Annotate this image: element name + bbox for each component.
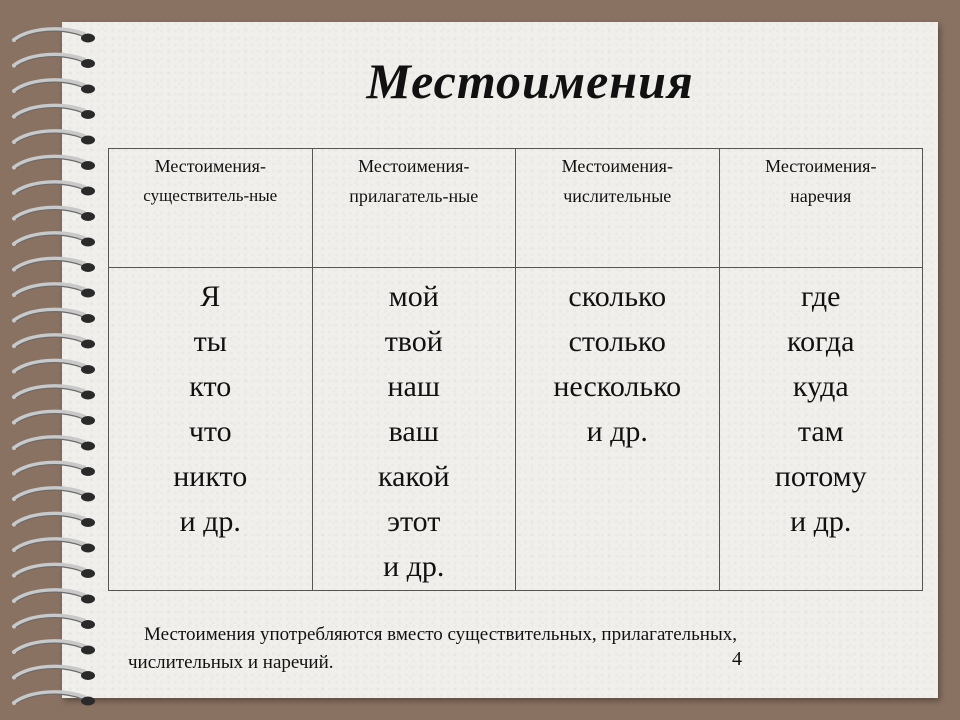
spiral-ring — [14, 80, 95, 93]
words-adverbs — [719, 268, 923, 591]
spiral-ring — [14, 182, 95, 195]
spiral-ring — [14, 616, 95, 629]
list-item: этот — [387, 505, 441, 538]
list-item: твой — [384, 325, 443, 358]
list-item: где — [801, 280, 841, 313]
spiral-ring — [14, 386, 95, 399]
header-line: прилагатель-ные — [349, 186, 479, 206]
words-adjectives — [312, 268, 516, 591]
spiral-ring — [14, 463, 95, 476]
footer-line: Местоимения употребляются вместо существительных, прилагательных, — [144, 624, 737, 645]
list-item: что — [188, 415, 232, 448]
list-item: кто — [189, 370, 232, 403]
spiral-ring — [14, 29, 95, 42]
header-line: Местоимения- — [358, 156, 470, 176]
spiral-ring — [14, 157, 95, 170]
list-item: сколько — [568, 280, 667, 313]
table-header-row — [109, 149, 923, 268]
list-item: и др. — [790, 505, 852, 538]
words-nouns — [109, 268, 313, 591]
header-nouns — [109, 149, 313, 268]
list-item: и др. — [586, 415, 648, 448]
table-body-row — [109, 268, 923, 591]
spiral-ring — [14, 55, 95, 68]
spiral-ring — [14, 667, 95, 680]
list-item: когда — [787, 325, 855, 358]
list-item: несколько — [553, 370, 682, 403]
header-line: Местоимения- — [154, 156, 266, 176]
spiral-ring — [14, 565, 95, 578]
spiral-ring — [14, 412, 95, 425]
spiral-ring — [14, 641, 95, 654]
spiral-ring — [14, 259, 95, 272]
header-adjectives — [312, 149, 516, 268]
spiral-ring — [14, 335, 95, 348]
header-line: наречия — [790, 186, 852, 206]
header-line: существитель-ные — [143, 186, 278, 205]
spiral-ring — [14, 310, 95, 323]
spiral-ring — [14, 692, 95, 705]
list-item: и др. — [383, 550, 445, 583]
header-line: числительные — [563, 186, 672, 206]
footer-line: числительных и наречий. — [128, 652, 334, 673]
spiral-ring — [14, 106, 95, 119]
list-item: ваш — [388, 415, 439, 448]
spiral-ring — [14, 131, 95, 144]
page-number: 4 — [732, 648, 742, 670]
list-item: там — [797, 415, 844, 448]
spiral-ring — [14, 514, 95, 527]
list-item: наш — [387, 370, 440, 403]
footer-note — [128, 621, 918, 677]
pronoun-table — [108, 148, 923, 591]
page-title: Местоимения — [366, 53, 694, 109]
spiral-ring — [14, 208, 95, 221]
header-line: Местоимения- — [561, 156, 673, 176]
spiral-binding — [0, 0, 110, 720]
list-item: какой — [377, 460, 450, 493]
list-item: никто — [173, 460, 248, 493]
spiral-ring — [14, 233, 95, 246]
words-numerals — [516, 268, 720, 591]
header-line: Местоимения- — [765, 156, 877, 176]
list-item: ты — [193, 325, 227, 358]
list-item: потому — [774, 460, 867, 493]
header-adverbs — [719, 149, 923, 268]
spiral-ring — [14, 361, 95, 374]
list-item: Я — [200, 280, 221, 313]
header-numerals — [516, 149, 720, 268]
spiral-ring — [14, 539, 95, 552]
list-item: столько — [568, 325, 666, 358]
spiral-ring — [14, 488, 95, 501]
list-item: и др. — [179, 505, 241, 538]
spiral-ring — [14, 590, 95, 603]
spiral-ring — [14, 284, 95, 297]
list-item: куда — [792, 370, 849, 403]
spiral-ring — [14, 437, 95, 450]
list-item: мой — [388, 280, 439, 313]
